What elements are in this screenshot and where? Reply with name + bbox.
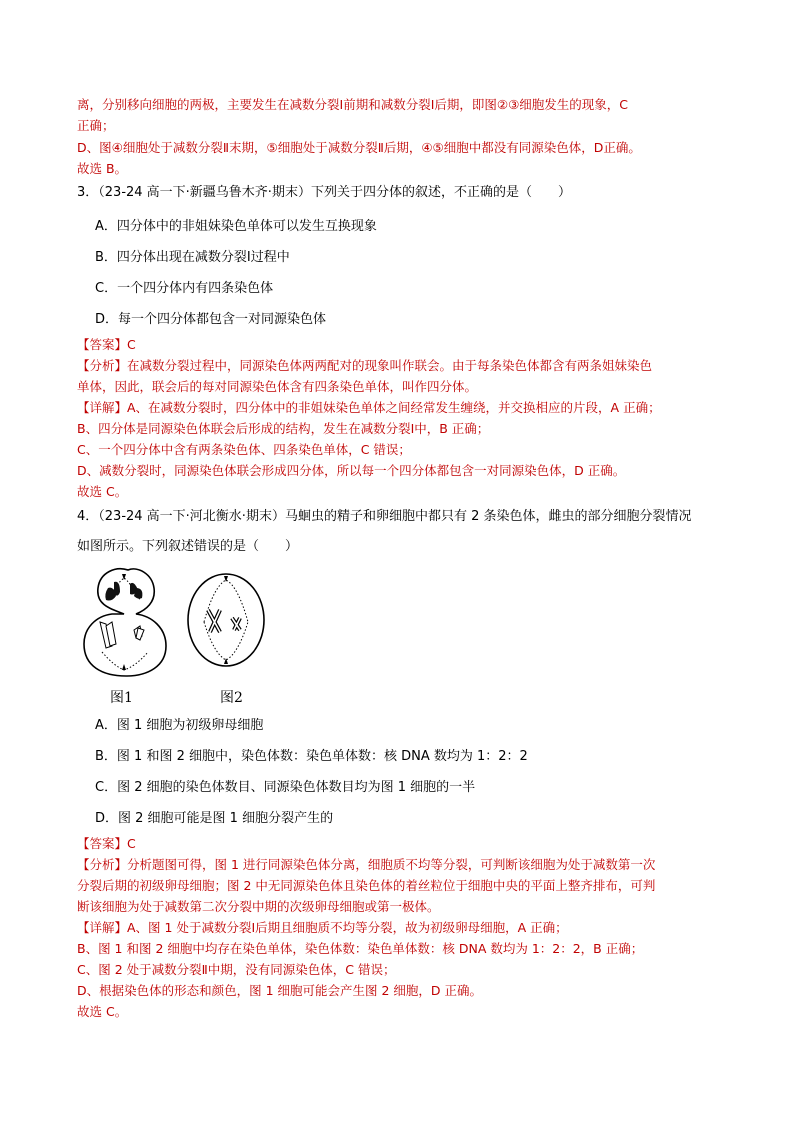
q4-detail: 故选 C。 xyxy=(77,1004,128,1019)
figure-1-caption: 图1 xyxy=(110,690,133,706)
q4-detail: D、根据染色体的形态和颜色，图 1 细胞可能会产生图 2 细胞，D 正确。 xyxy=(77,983,483,998)
q4-detail: C、图 2 处于减数分裂Ⅱ中期，没有同源染色体，C 错误； xyxy=(77,962,396,977)
cell-figure-1 xyxy=(78,566,170,684)
q3-option-b: B．四分体出现在减数分裂Ⅰ过程中 xyxy=(95,250,290,265)
q4-analysis: 分裂后期的初级卵母细胞；图 2 中无同源染色体且染色体的着丝粒位于细胞中央的平面上整齐排布，可判 xyxy=(77,878,656,893)
q4-analysis: 断该细胞为处于减数第二次分裂中期的次级卵母细胞或第一极体。 xyxy=(77,899,440,914)
q4-option-a: A．图 1 细胞为初级卵母细胞 xyxy=(95,718,264,733)
q4-detail: B、图 1 和图 2 细胞中均存在染色单体，染色体数：染色单体数：核 DNA 数均为 1：2：2，B 正确； xyxy=(77,941,644,956)
q4-analysis: 【分析】分析题图可得，图 1 进行同源染色体分离，细胞质不均等分裂，可判断该细胞为处于减数第一次 xyxy=(77,857,656,872)
q3-detail: 故选 C。 xyxy=(77,484,128,499)
q3-option-d: D．每一个四分体都包含一对同源染色体 xyxy=(95,312,327,327)
q4-answer: 【答案】C xyxy=(77,836,136,851)
q3-detail: C、一个四分体中含有两条染色体、四条染色单体，C 错误； xyxy=(77,442,411,457)
q4-option-c: C．图 2 细胞的染色体数目、同源染色体数目均为图 1 细胞的一半 xyxy=(95,780,476,795)
explanation-line: 正确； xyxy=(77,118,115,133)
q4-option-d: D．图 2 细胞可能是图 1 细胞分裂产生的 xyxy=(95,811,334,826)
q4-option-b: B．图 1 和图 2 细胞中，染色体数：染色单体数：核 DNA 数均为 1：2：2 xyxy=(95,749,528,764)
explanation-line: D、图④细胞处于减数分裂Ⅱ末期，⑤细胞处于减数分裂Ⅱ后期，④⑤细胞中都没有同源染色体，D正确。 xyxy=(77,140,641,155)
q3-analysis: 【分析】在减数分裂过程中，同源染色体两两配对的现象叫作联会。由于每条染色体都含有两条姐妹染色 xyxy=(77,358,653,373)
q3-detail: D、减数分裂时，同源染色体联会形成四分体，所以每一个四分体都包含一对同源染色体，D 正确。 xyxy=(77,463,626,478)
cell-figure-2 xyxy=(184,570,268,670)
question-4-stem: 4．（23-24 高一下·河北衡水·期末）马蛔虫的精子和卵细胞中都只有 2 条染色体，雌虫的部分细胞分裂情况 xyxy=(77,509,692,524)
explanation-line: 故选 B。 xyxy=(77,161,128,176)
question-3-stem: 3．（23-24 高一下·新疆乌鲁木齐·期末）下列关于四分体的叙述，不正确的是（ ） xyxy=(77,185,571,200)
q3-detail: 【详解】A、在减数分裂时，四分体中的非姐妹染色单体之间经常发生缠绕，并交换相应的片段，A 正确； xyxy=(77,400,661,415)
q3-option-a: A．四分体中的非姐妹染色单体可以发生互换现象 xyxy=(95,219,377,234)
question-4-stem: 如图所示。下列叙述错误的是（ ） xyxy=(77,539,299,554)
q4-detail: 【详解】A、图 1 处于减数分裂Ⅰ后期且细胞质不均等分裂，故为初级卵母细胞，A 正确； xyxy=(77,920,568,935)
q3-option-c: C．一个四分体内有四条染色体 xyxy=(95,281,274,296)
explanation-line: 离，分别移向细胞的两极，主要发生在减数分裂Ⅰ前期和减数分裂Ⅰ后期，即图②③细胞发生的现象，C xyxy=(77,97,629,112)
figure-2-caption: 图2 xyxy=(220,690,243,706)
q3-answer: 【答案】C xyxy=(77,337,136,352)
q3-detail: B、四分体是同源染色体联会后形成的结构，发生在减数分裂Ⅰ中，B 正确； xyxy=(77,421,490,436)
q3-analysis: 单体，因此，联会后的每对同源染色体含有四条染色单体，叫作四分体。 xyxy=(77,379,478,394)
